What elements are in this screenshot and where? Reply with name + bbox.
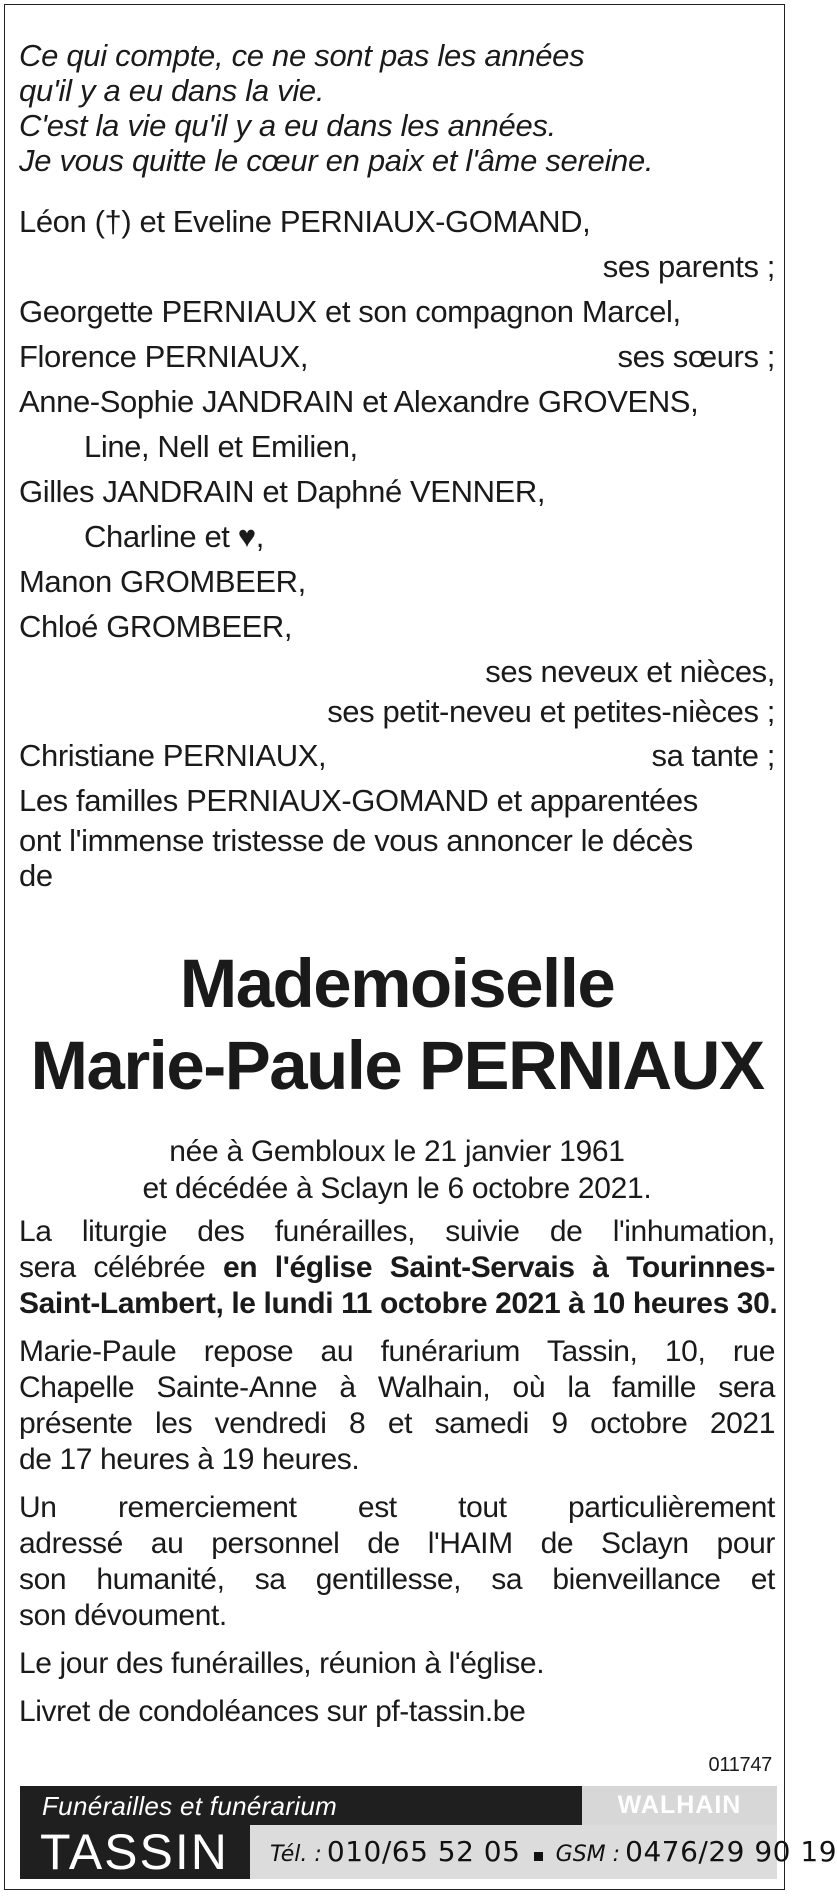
thanks-paragraph [19, 1490, 775, 1634]
repose-line: de 17 heures à 19 heures. [19, 1443, 360, 1476]
niece-name: Anne-Sophie JANDRAIN et Alexandre GROVENS, [19, 384, 699, 419]
family-line [19, 514, 775, 559]
sisters-role: ses sœurs ; [617, 339, 775, 374]
family-line [19, 424, 775, 469]
condolences-paragraph [19, 1694, 775, 1730]
thanks-line: son humanité, sa gentillesse, sa bienveillance et [19, 1563, 775, 1596]
family-line [19, 733, 775, 778]
funeral-home-footer [20, 1786, 837, 1880]
aunt-name: Christiane PERNIAUX, [19, 738, 327, 773]
deceased-name: Marie-Paule PERNIAUX [30, 1027, 764, 1104]
family-line [19, 289, 775, 334]
families-text: Les familles PERNIAUX-GOMAND et apparentées [19, 783, 698, 818]
parents-names: Léon (†) et Eveline PERNIAUX-GOMAND, [19, 204, 591, 239]
family-line [19, 334, 775, 379]
gsm-number: 0476/29 90 19 [625, 1835, 837, 1868]
announce-text: ont l'immense tristesse de vous annoncer le décès [19, 823, 693, 858]
liturgy-line: Saint-Lambert, le lundi 11 octobre 2021 à 10 heures 30. [19, 1287, 778, 1320]
footer-tagline: Funérailles et funérarium [42, 1791, 338, 1821]
quote-line: Je vous quitte le cœur en paix et l'âme sereine. [19, 143, 654, 178]
family-line [19, 694, 775, 729]
birth-line: née à Gembloux le 21 janvier 1961 [169, 1135, 625, 1168]
thanks-line: adressé au personnel de l'HAIM de Sclayn pour [19, 1527, 775, 1560]
repose-paragraph [19, 1334, 775, 1478]
grand-nephews-role: ses petit-neveu et petites-nièces ; [327, 694, 775, 729]
death-line: et décédée à Sclayn le 6 octobre 2021. [142, 1172, 652, 1205]
sister-name: Florence PERNIAUX, [19, 339, 309, 374]
liturgy-line [19, 1250, 775, 1286]
repose-line: présente les vendredi 8 et samedi 9 octobre 2021 [19, 1407, 775, 1440]
liturgy-paragraph [19, 1214, 778, 1322]
meeting-line: Le jour des funérailles, réunion à l'église. [19, 1647, 545, 1680]
family-line [19, 379, 775, 424]
nephew-name: Gilles JANDRAIN et Daphné VENNER, [19, 474, 546, 509]
nephews-role: ses neveux et nièces, [485, 654, 775, 689]
condolences-line: Livret de condoléances sur pf-tassin.be [19, 1695, 526, 1728]
family-line [19, 559, 775, 604]
deceased-title: Mademoiselle [179, 945, 615, 1022]
footer-city: WALHAIN [582, 1786, 777, 1825]
meeting-paragraph [19, 1646, 775, 1682]
repose-line: Marie-Paule repose au funérarium Tassin, 10, rue [19, 1335, 775, 1368]
liturgy-line: La liturgie des funérailles, suivie de l'inhumation, [19, 1215, 775, 1248]
liturgy-location: en l'église Saint-Servais à Tourinnes- [222, 1251, 775, 1284]
grandchildren-names: Line, Nell et Emilien, [84, 429, 358, 464]
funeral-home-logo: TASSIN [20, 1825, 250, 1879]
family-line [19, 244, 775, 289]
thanks-line: Un remerciement est tout particulièrement [19, 1491, 775, 1524]
dates-block [19, 1133, 775, 1207]
repose-line: Chapelle Sainte-Anne à Walhain, où la famille sera [19, 1371, 775, 1404]
tel-label: Tél. : [270, 1842, 322, 1867]
quote-line: Ce qui compte, ce ne sont pas les années [19, 38, 585, 73]
family-line [19, 649, 775, 694]
obituary-content [19, 38, 778, 1730]
niece-name: Manon GROMBEER, [19, 564, 306, 599]
deceased-name-block [19, 943, 775, 1107]
reference-number: 011747 [708, 1754, 772, 1776]
grandchildren-names: Charline et ♥, [84, 519, 264, 554]
quote [19, 38, 775, 178]
announce-de: de [19, 858, 53, 893]
niece-name: Chloé GROMBEER, [19, 609, 293, 644]
family-line [19, 604, 775, 649]
aunt-role: sa tante ; [651, 738, 775, 773]
family-line [19, 469, 775, 514]
family-list [19, 199, 775, 893]
separator-square-icon [534, 1852, 543, 1861]
family-line [19, 823, 775, 858]
tel-number: 010/65 52 05 [326, 1835, 521, 1868]
thanks-line: son dévoument. [19, 1599, 227, 1632]
quote-line: qu'il y a eu dans la vie. [19, 73, 325, 108]
family-line [19, 858, 775, 893]
liturgy-text: sera célébrée [19, 1251, 223, 1284]
sister-name: Georgette PERNIAUX et son compagnon Marcel, [19, 294, 681, 329]
gsm-label: GSM : [555, 1842, 621, 1867]
footer-phones [250, 1825, 837, 1879]
quote-line: C'est la vie qu'il y a eu dans les années. [19, 108, 556, 143]
family-line [19, 778, 775, 823]
family-line [19, 199, 775, 244]
parents-role: ses parents ; [602, 249, 775, 284]
